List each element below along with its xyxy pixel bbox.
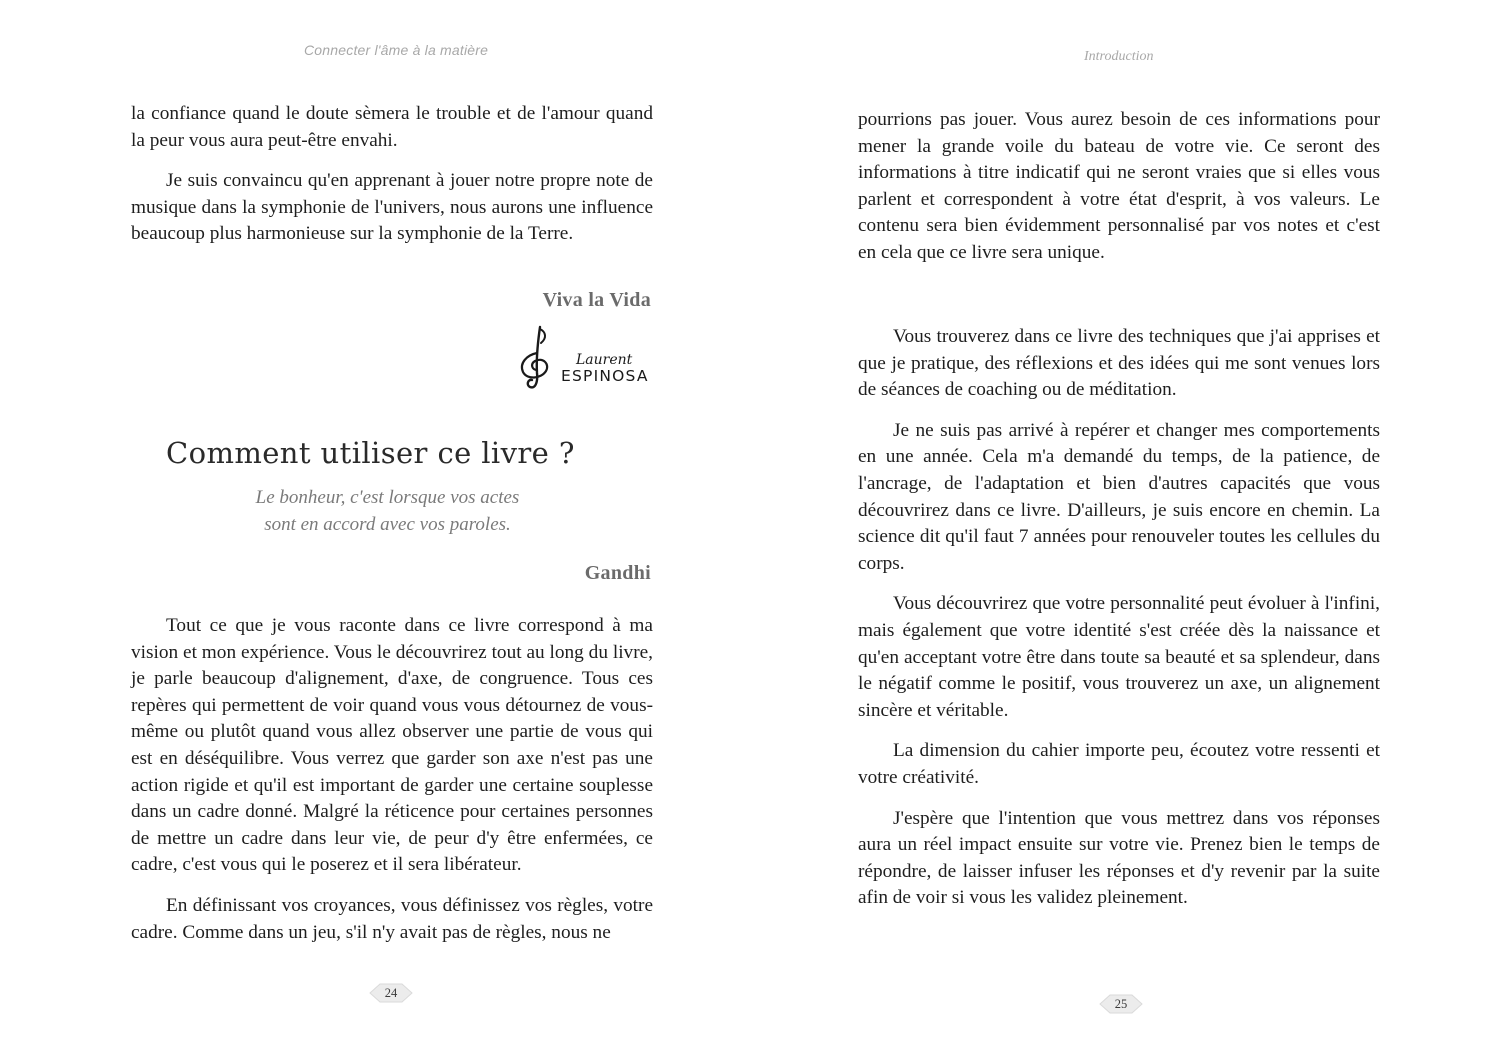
chapter-title: Comment utiliser ce livre ? (166, 436, 575, 470)
epigraph-line: sont en accord avec vos paroles. (264, 513, 511, 535)
paragraph: Vous trouverez dans ce livre des techniques que j'ai apprises et que je pratique, des réflexions et des idées qui me sont venues lors de séances de coaching ou de méditation. (858, 326, 1380, 401)
epigraph-author: Gandhi (584, 562, 651, 584)
page-number: 24 (384, 985, 398, 1000)
author-signature (513, 323, 658, 395)
left-text-top (131, 101, 653, 248)
paragraph: Je ne suis pas arrivé à repérer et changer mes comportements en une année. Cela m'a demandé du temps, de la patience, de l'ancrage, de l'adaptation et bien d'autres capacités que vous découvrirez dans ce livre. D'ailleurs, je suis encore en chemin. La science dit qu'il faut 7 années pour renouveler toutes les cellules du corps. (858, 419, 1380, 574)
paragraph: La dimension du cahier importe peu, écoutez votre ressenti et votre créativité. (858, 740, 1380, 788)
right-text-1 (858, 107, 1380, 267)
paragraph: Je suis convaincu qu'en apprenant à jouer notre propre note de musique dans la symphonie de l'univers, nous aurons une influence beaucoup plus harmonieuse sur la symphonie de la Terre. (131, 170, 653, 245)
paragraph: la confiance quand le doute sèmera le trouble et de l'amour quand la peur vous aura peut-être envahi. (131, 103, 653, 151)
paragraph: J'espère que l'intention que vous mettrez dans vos réponses aura un réel impact ensuite sur votre vie. Prenez bien le temps de répondre, de laisser infuser les réponses et d'y revenir par la suite afin de voir si vous les validez pleinement. (858, 807, 1380, 909)
page-number-right (1098, 992, 1144, 1016)
right-page (750, 0, 1500, 1050)
closing-line: Viva la Vida (542, 289, 651, 311)
left-text-bottom (131, 613, 653, 946)
signature-logo (513, 323, 658, 395)
paragraph: En définissant vos croyances, vous définissez vos règles, votre cadre. Comme dans un jeu, s'il n'y avait pas de règles, nous ne (131, 894, 653, 943)
signature-first-name: Laurent (576, 352, 633, 368)
page-number: 25 (1114, 996, 1128, 1011)
page-number-left (368, 981, 414, 1005)
signature-last-name: ESPINOSA (561, 367, 649, 385)
running-head-left: Connecter l'âme à la matière (304, 42, 489, 58)
right-text-2 (858, 324, 1380, 912)
paragraph: Tout ce que je vous raconte dans ce livre correspond à ma vision et mon expérience. Vous le découvrirez tout au long du livre, je parle beaucoup d'alignement, d'axe, de congruence. Tous ces repères qui permettent de voir quand vous vous détournez de vous-même ou plutôt quand vous allez observer une partie de vous qui est en déséquilibre. Vous verrez que garder son axe n'est pas une action rigide et qu'il est important de garder une certaine souplesse dans un cadre donné. Malgré la réticence pour certaines personnes de mettre un cadre dans leur vie, de peur d'y être enfermées, ce cadre, c'est vous qui le poserez et il sera libérateur. (131, 615, 653, 876)
running-head-right: Introduction (1084, 49, 1154, 64)
epigraph-line: Le bonheur, c'est lorsque vos actes (255, 487, 520, 508)
epigraph (210, 485, 565, 538)
paragraph: pourrions pas jouer. Vous aurez besoin de ces informations pour mener la grande voile du bateau de votre vie. Ce seront des informations à titre indicatif qui ne seront vraies que si elles vous parlent et correspondent à votre état d'esprit, à vos valeurs. Le contenu sera bien évidemment personnalisé par vos notes et c'est en cela que ce livre sera unique. (858, 109, 1380, 263)
paragraph: Vous découvrirez que votre personnalité peut évoluer à l'infini, mais également que votre identité s'est créée dès la naissance et qu'en acceptant votre être dans toute sa beauté et sa splendeur, dans le négatif comme le positif, vous trouverez un axe, un alignement sincère et véritable. (858, 593, 1380, 721)
